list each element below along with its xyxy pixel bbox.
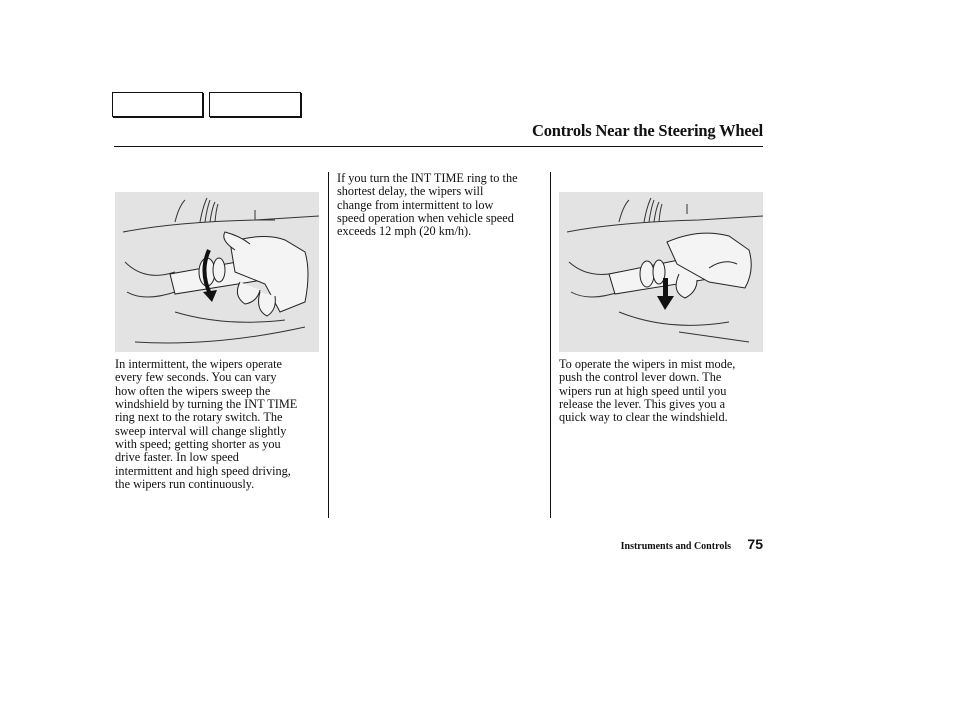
middle-column-text: If you turn the INT TIME ring to the shortest delay, the wipers will change from intermittent to low speed operation when vehicle speed exceeds 12 mph (20 km/h).	[337, 171, 518, 239]
nav-button-1[interactable]	[112, 92, 203, 117]
page-number: 75	[747, 536, 763, 552]
left-column-text: In intermittent, the wipers operate every few seconds. You can vary how often the wipers sweep the windshield by turning the INT TIME ring next to the rotary switch. The sweep interval will change slightly with speed; getting shorter as you drive faster. In low speed intermittent and high speed driving, the wipers run continuously.	[115, 357, 298, 492]
wiper-ring-figure	[115, 192, 319, 352]
wiper-lever-figure	[559, 192, 763, 352]
right-column-text: To operate the wipers in mist mode, push the control lever down. The wipers run at high speed until you release the lever. This gives you a quick way to clear the windshield.	[559, 357, 736, 425]
wiper-rotary-ring-illustration	[115, 192, 319, 352]
column-divider-1	[328, 172, 329, 518]
footer-section-label: Instruments and Controls	[620, 541, 731, 552]
nav-button-2[interactable]	[209, 92, 301, 117]
column-divider-2	[550, 172, 551, 518]
header-rule	[114, 146, 763, 147]
page-title: Controls Near the Steering Wheel	[532, 121, 763, 140]
wiper-lever-push-down-illustration	[559, 192, 763, 352]
